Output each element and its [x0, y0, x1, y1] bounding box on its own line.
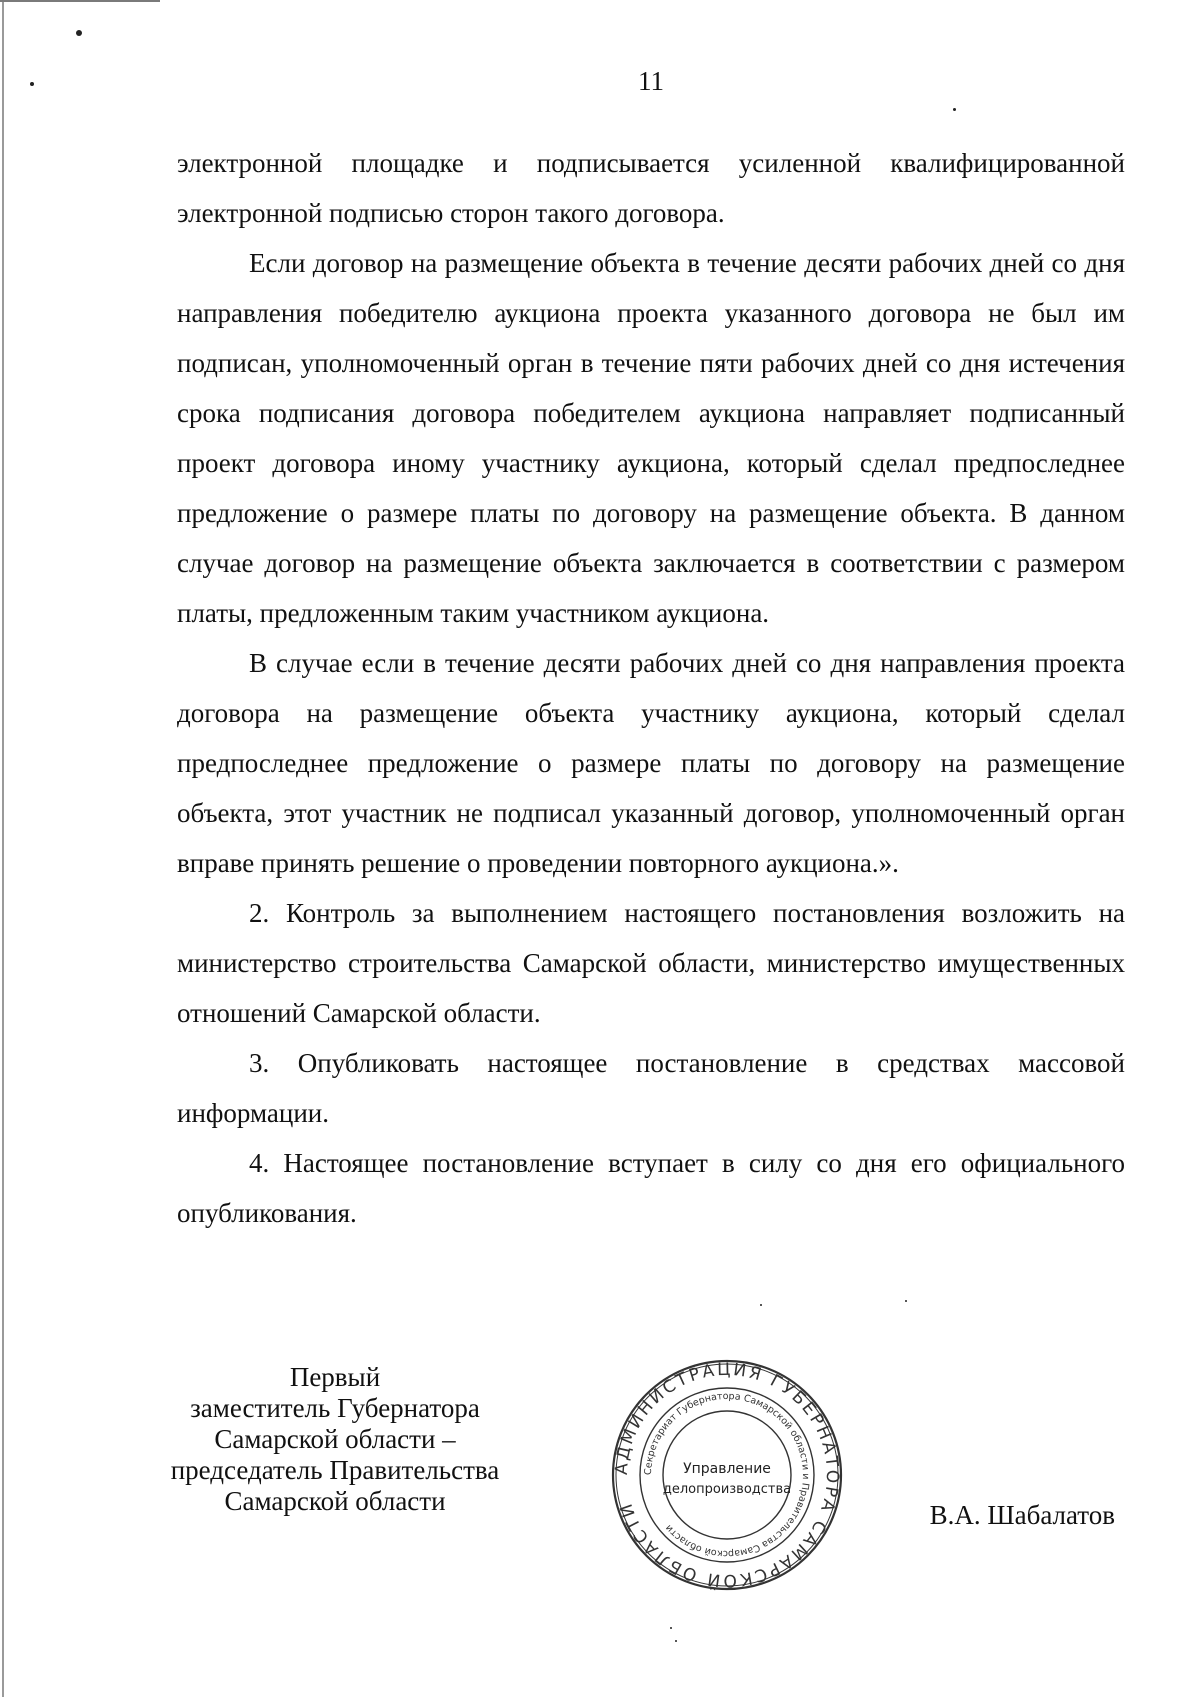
position-line: Самарской области – [214, 1424, 456, 1454]
scan-speck [905, 1300, 907, 1302]
paragraph: 2. Контроль за выполнением настоящего постановления возложить на министерство строительства Самарской области, министерство имущественных отношений Самарской области. [177, 898, 1125, 1028]
signatory-position [140, 1362, 530, 1517]
paragraph: Если договор на размещение объекта в течение десяти рабочих дней со дня направления победителю аукциона проекта указанного договора не был им подписан, уполномоченный орган в течение пяти рабочих дней со дня истечения срока подписания договора победителем аукциона направляет подписанный проект договора иному участнику аукциона, который сделал предпоследнее предложение о размере платы по договору на размещение объекта. В данном случае договор на размещение объекта заключается в соответствии с размером платы, предложенным таким участником аукциона. [177, 248, 1125, 628]
scan-speck [760, 1304, 762, 1306]
position-line: Первый [289, 1362, 381, 1392]
stamp-outer-textpath: АДМИНИСТРАЦИЯ ГУБЕРНАТОРА САМАРСКОЙ ОБЛАСТИ [611, 1359, 843, 1591]
scan-speck [953, 108, 956, 111]
stamp-inner-textpath: Секретариат Губернатора Самарской области и Правительства Самарской области [642, 1390, 812, 1560]
stamp-center-line-1: Управление [683, 1461, 771, 1477]
official-stamp [609, 1357, 845, 1593]
paragraph: электронной площадке и подписывается усиленной квалифицированной электронной подписью сторон такого договора. [177, 148, 1125, 228]
scan-edge-left [2, 0, 4, 1697]
position-line: заместитель Губернатора [190, 1393, 480, 1423]
document-body [177, 138, 1125, 1238]
paragraph: 3. Опубликовать настоящее постановление в средствах массовой информации. [177, 1048, 1125, 1128]
scan-speck [675, 1640, 677, 1642]
scan-speck [76, 30, 82, 36]
scan-edge-top [0, 0, 160, 2]
position-line: председатель Правительства [170, 1455, 500, 1485]
paragraph: В случае если в течение десяти рабочих дней со дня направления проекта договора на размещение объекта участнику аукциона, который сделал предпоследнее предложение о размере платы по договору на размещение объекта, этот участник не подписал указанный договор, уполномоченный орган вправе принять решение о проведении повторного аукциона.». [177, 648, 1125, 878]
stamp-center-line-2: делопроизводства [662, 1482, 792, 1497]
scan-speck [670, 1627, 672, 1629]
paragraph: 4. Настоящее постановление вступает в силу со дня его официального опубликования. [177, 1148, 1125, 1228]
signatory-name: В.А. Шабалатов [929, 1500, 1115, 1530]
page-number: 11 [638, 66, 664, 96]
position-line: Самарской области [224, 1486, 446, 1516]
